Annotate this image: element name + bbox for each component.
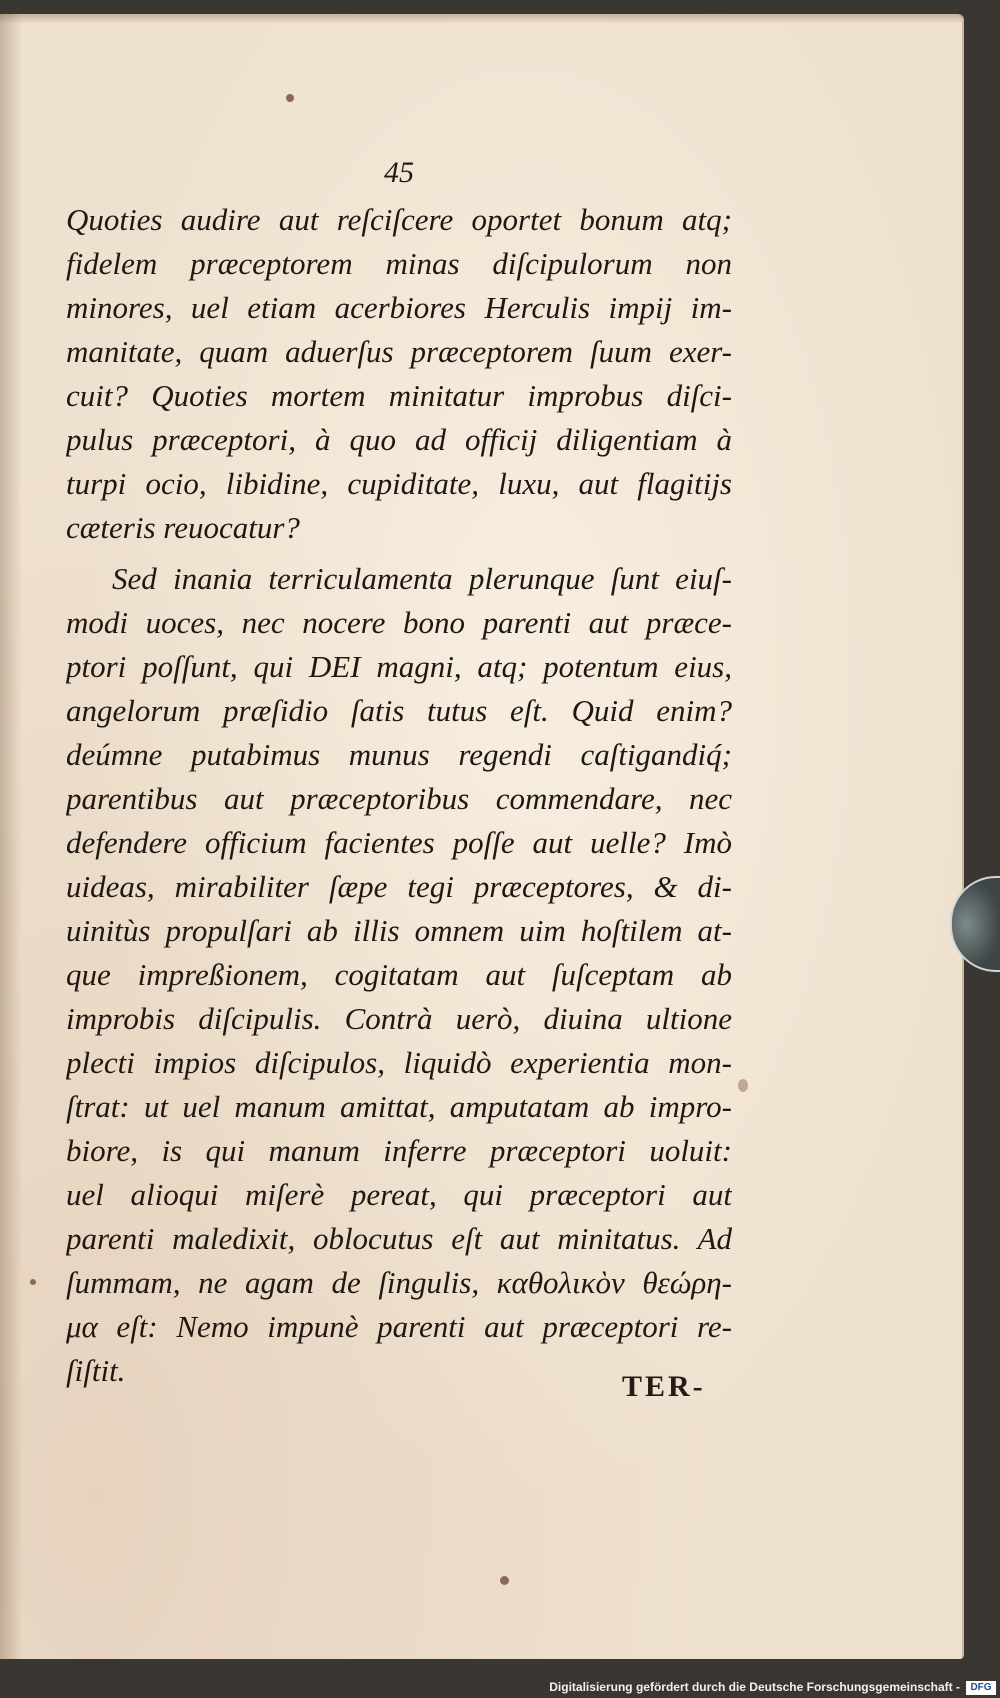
text-line: uel alioqui miſerè pereat, qui præceptori aut [66,1177,732,1212]
text-line: deúmne putabimus munus regendi caſtigandiq́; [66,737,732,772]
text-line: ſtrat: ut uel manum amittat, amputatam ab impro- [66,1089,732,1124]
text-line: ſiſtit. [66,1353,126,1388]
text-line: plecti impios diſcipulos, liquidò experientia mon- [66,1045,732,1080]
dfg-logo: DFG [966,1681,996,1695]
body-text [66,198,732,1393]
text-line: fidelem præceptorem minas diſcipulorum non [66,246,732,281]
text-line: pulus præceptori, à quo ad officij diligentiam à [66,422,732,457]
text-line: biore, is qui manum inferre præceptori uoluit: [66,1133,732,1168]
book-page [0,14,964,1659]
text-line: ptori poſſunt, qui DEI magni, atq; potentum eius, [66,649,732,684]
paragraph-gap [66,550,732,557]
catchword: TER- [622,1370,706,1403]
text-line: uideas, mirabiliter ſæpe tegi præceptores, & di- [66,869,732,904]
text-line: manitate, quam aduerſus præceptorem ſuum exer- [66,334,732,369]
text-line: uinitùs propulſari ab illis omnem uim hoſtilem at- [66,913,732,948]
paper-speck [500,1576,509,1585]
spine-shadow [0,14,22,1659]
text-line: cuit? Quoties mortem minitatur improbus diſci- [66,378,732,413]
text-line: μα eſt: Nemo impunè parenti aut præceptori re- [66,1309,732,1344]
page-number: 45 [384,156,414,189]
digitization-credit: Digitalisierung gefördert durch die Deutsche Forschungsgemeinschaft - [549,1680,960,1694]
text-line: parentibus aut præceptoribus commendare, nec [66,781,732,816]
paper-speck [738,1079,748,1092]
text-line: cæteris reuocatur? [66,510,300,545]
paper-speck [30,1279,36,1285]
text-line: angelorum præſidio ſatis tutus eſt. Quid enim? [66,693,732,728]
text-line: Sed inania terriculamenta plerunque ſunt eiuſ- [112,561,732,596]
text-line: improbis diſcipulis. Contrà uerò, diuina ultione [66,1001,732,1036]
page-top-edge [0,14,962,24]
text-line: defendere officium facientes poſſe aut uelle? Imò [66,825,732,860]
text-line: minores, uel etiam acerbiores Herculis impij im- [66,290,732,325]
text-line: turpi ocio, libidine, cupiditate, luxu, aut flagitijs [66,466,732,501]
text-line: Quoties audire aut reſciſcere oportet bonum atq; [66,202,732,237]
text-line: modi uoces, nec nocere bono parenti aut præce- [66,605,732,640]
text-line: parenti maledixit, oblocutus eſt aut minitatus. Ad [66,1221,732,1256]
paper-speck [286,94,294,102]
text-line: ſummam, ne agam de ſingulis, καθολικὸν θεώρη- [66,1265,732,1300]
text-line: que impreßionem, cogitatam aut ſuſceptam ab [66,957,732,992]
